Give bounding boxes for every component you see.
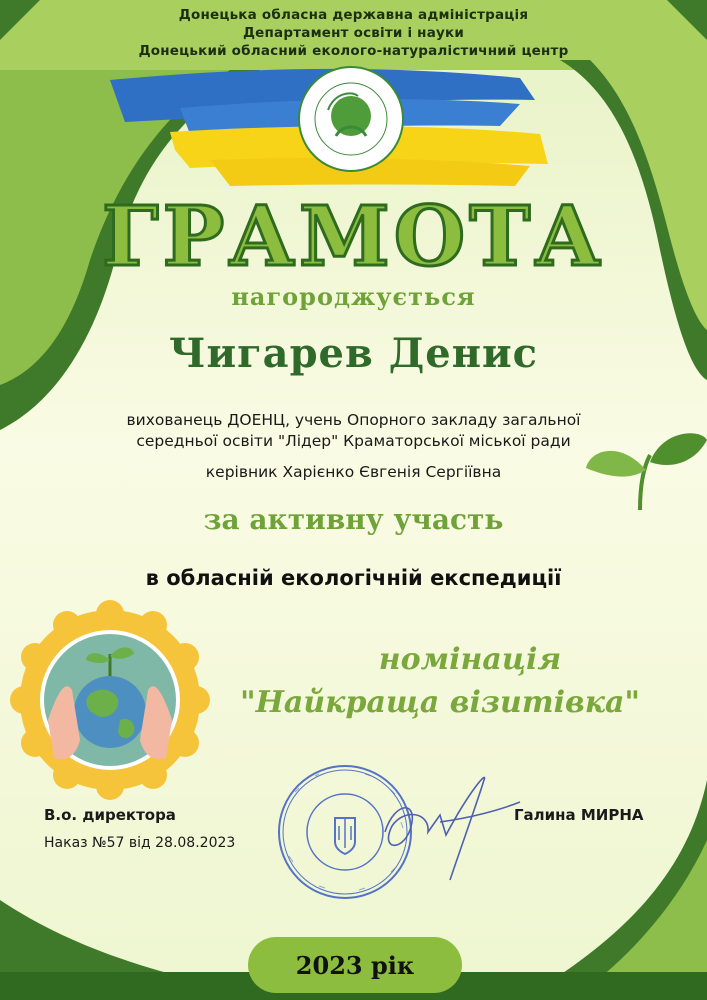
description-line-2: середньої освіти "Лідер" Краматорської міської ради	[136, 432, 571, 450]
issuer-header	[0, 6, 707, 60]
recipient-name: Чигарев Денис	[168, 330, 539, 377]
nomination-title: "Найкраща візитівка"	[239, 685, 641, 720]
awarded-label: нагороджується	[231, 282, 476, 311]
certificate-title: ГРАМОТА	[101, 189, 606, 285]
nomination-label: номінація	[378, 642, 562, 677]
order-reference: Наказ №57 від 28.08.2023	[44, 835, 236, 851]
event-text: в обласній екологічній експедиції	[145, 566, 562, 590]
header-line-administration: Донецька обласна державна адміністрація	[178, 7, 529, 23]
signer-name: Галина МИРНА	[514, 806, 644, 824]
year-text: 2023 рік	[295, 950, 415, 980]
reason-text: за активну участь	[203, 503, 504, 536]
description-line-1: вихованець ДОЕНЦ, учень Опорного закладу загальної	[126, 411, 581, 429]
header-line-department: Департамент освіти і науки	[242, 25, 465, 41]
logo	[298, 66, 404, 172]
eco-center-emblem-icon	[298, 66, 404, 172]
supervisor-line: керівник Харієнко Євгенія Сергіївна	[205, 463, 502, 481]
signer-position: В.о. директора	[44, 806, 176, 824]
year-badge	[248, 937, 462, 993]
header-line-center: Донецький обласний еколого-натуралістичний центр	[138, 43, 569, 59]
